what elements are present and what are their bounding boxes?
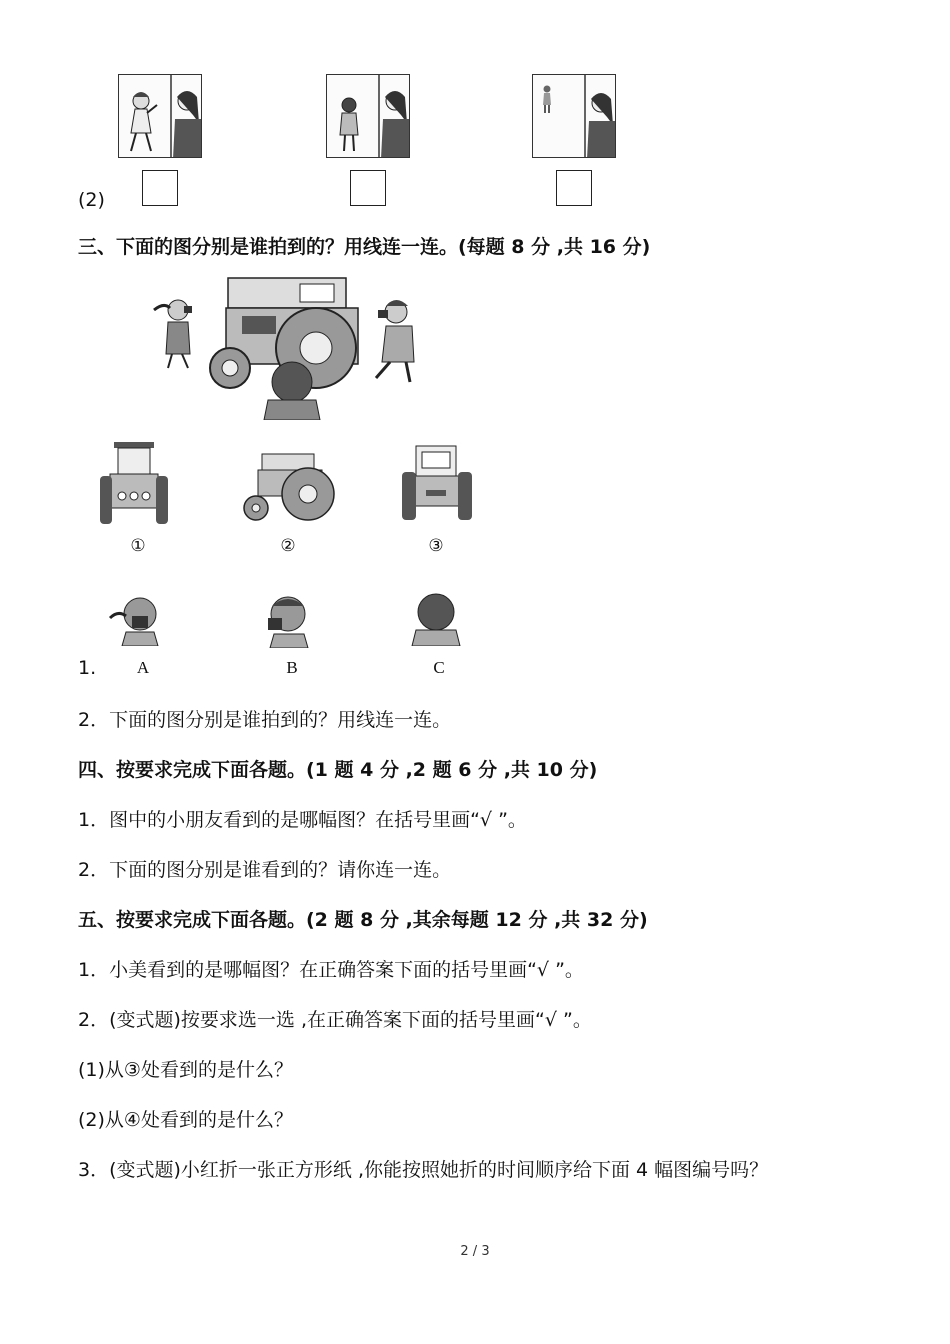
door-scene-3 — [532, 74, 616, 158]
girl-back-view-at-door-icon — [327, 75, 410, 158]
kid-letter-c: C — [433, 658, 445, 677]
section-3-heading: 三、下面的图分别是谁拍到的？用线连一连。(每题 8 分 ,共 16 分) — [78, 236, 651, 258]
section-5-heading: 五、按要求完成下面各题。(2 题 8 分 ,其余每题 12 分 ,共 32 分) — [78, 909, 648, 931]
tractor-back-view-icon — [402, 444, 472, 524]
section-5-question-2-sub-1: (1)从③处看到的是什么？ — [78, 1059, 293, 1081]
boy-with-camera-icon — [262, 590, 316, 648]
answer-box-2[interactable] — [350, 170, 386, 206]
tractor-side-view-icon — [240, 448, 336, 524]
answer-box-3[interactable] — [556, 170, 592, 206]
section-5-question-2: 2．(变式题)按要求选一选 ,在正确答案下面的括号里画“√ ”。 — [78, 1009, 592, 1031]
row-2-label: (2) — [78, 189, 105, 211]
tractor-front-view-icon — [100, 440, 168, 528]
kid-letter-a: A — [136, 658, 150, 677]
section-4-heading: 四、按要求完成下面各题。(1 题 4 分 ,2 题 6 分 ,共 10 分) — [78, 759, 598, 781]
section-3-question-1-number: 1. — [78, 657, 97, 679]
answer-box-1[interactable] — [142, 170, 178, 206]
section-5-question-1: 1．小美看到的是哪幅图？在正确答案下面的括号里画“√ ”。 — [78, 959, 584, 981]
girl-waving-at-door-icon — [119, 75, 202, 158]
view-number-1: ① — [130, 536, 146, 555]
girl-with-camera-icon — [108, 590, 166, 646]
boy-photographer-icon — [376, 300, 414, 382]
section-4-question-1: 1．图中的小朋友看到的是哪幅图？在括号里画“√ ”。 — [78, 809, 527, 831]
view-number-3: ③ — [428, 536, 444, 555]
small-girl-far-at-door-icon — [533, 75, 616, 158]
section-5-question-3: 3．(变式题)小红折一张正方形纸 ,你能按照她折的时间顺序给下面 4 幅图编号吗？ — [78, 1159, 769, 1181]
view-number-2: ② — [280, 536, 296, 555]
girl-photographer-icon — [154, 300, 192, 368]
section-5-question-2-sub-2: (2)从④处看到的是什么？ — [78, 1109, 293, 1131]
kid-letter-b: B — [286, 658, 298, 677]
door-scene-1 — [118, 74, 202, 158]
door-scene-2 — [326, 74, 410, 158]
section-3-question-2: 2．下面的图分别是谁拍到的？用线连一连。 — [78, 709, 452, 731]
section-4-question-2: 2．下面的图分别是谁看到的？请你连一连。 — [78, 859, 452, 881]
tractor-scene-illustration — [150, 270, 430, 420]
page-number: 2 / 3 — [460, 1244, 490, 1259]
boy-back-with-camera-icon — [410, 590, 464, 646]
